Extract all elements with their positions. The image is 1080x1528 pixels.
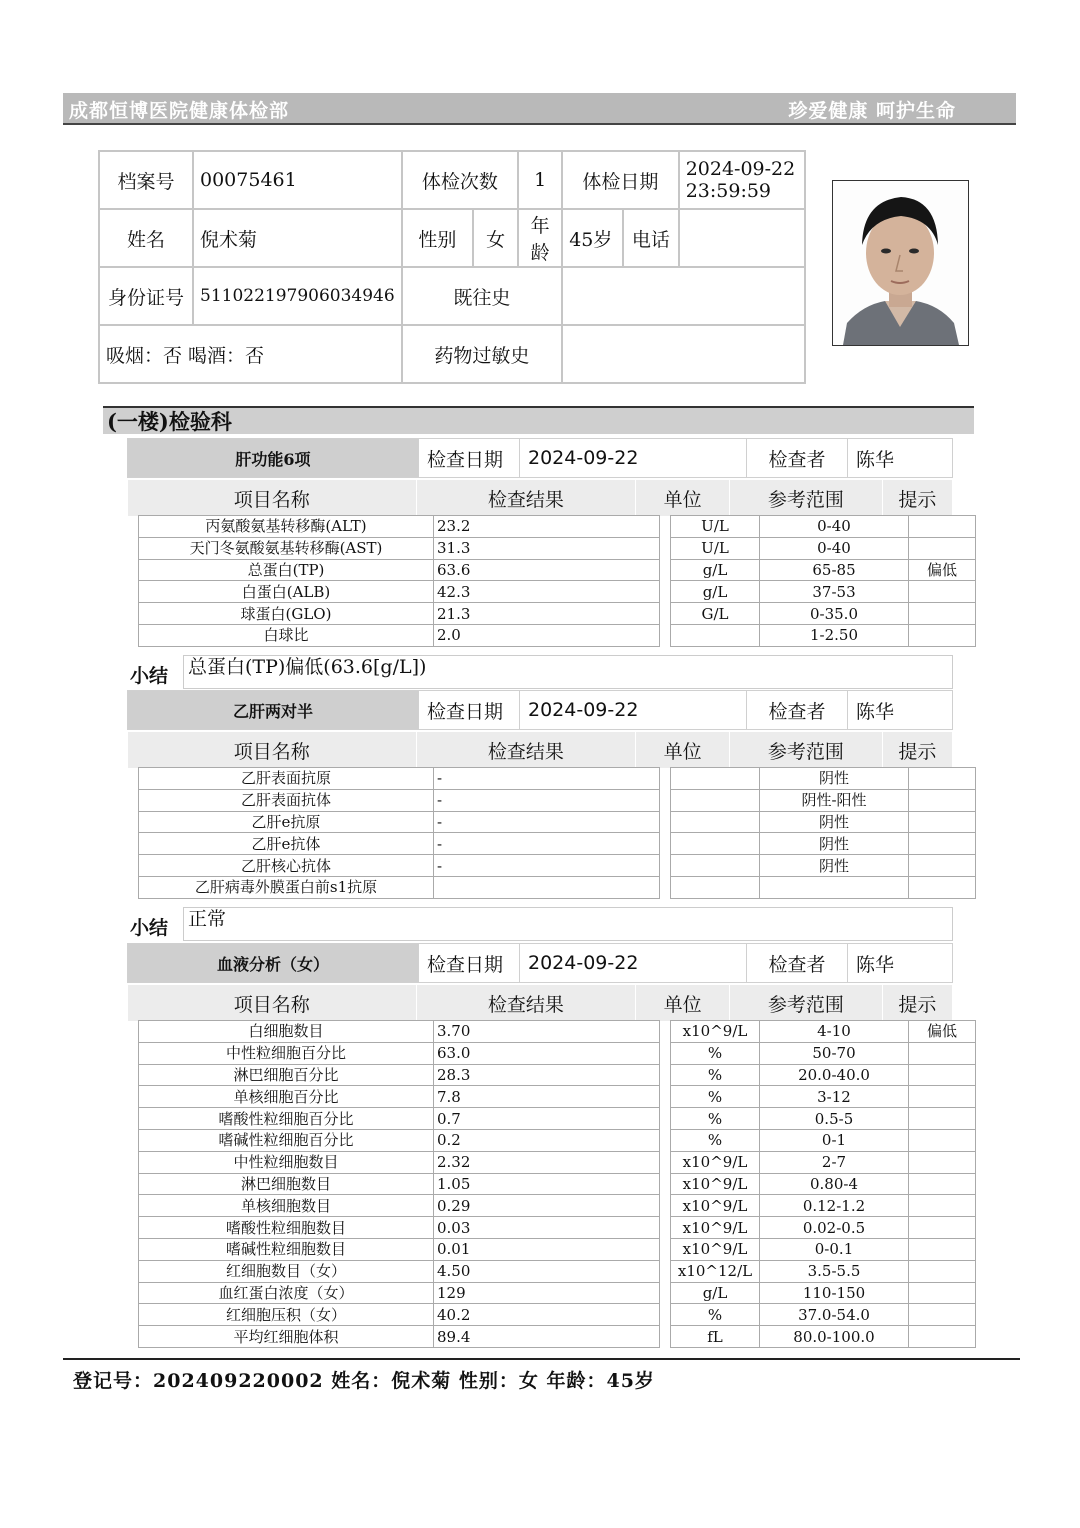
flag (909, 1086, 976, 1108)
result-value: 31.3 (434, 537, 660, 559)
flag (909, 581, 976, 603)
flag: 偏低 (909, 1021, 976, 1043)
result-value: - (434, 855, 660, 877)
examiner-value: 陈华 (848, 691, 953, 730)
table-row (139, 1021, 976, 1043)
reference-range: 阴性 (760, 833, 909, 855)
unit: G/L (671, 603, 760, 625)
flag (909, 516, 976, 538)
id-label: 身份证号 (99, 267, 193, 325)
table-row (139, 833, 976, 855)
flag (909, 876, 976, 898)
result-value: - (434, 789, 660, 811)
unit: U/L (671, 537, 760, 559)
reference-range: 0.80-4 (760, 1173, 909, 1195)
reference-range: 0-40 (760, 537, 909, 559)
reference-range: 3-12 (760, 1086, 909, 1108)
reference-range: 阴性 (760, 768, 909, 790)
item-name: 乙肝e抗原 (139, 811, 434, 833)
column-header (127, 984, 953, 1022)
item-name: 乙肝病毒外膜蛋白前s1抗原 (139, 876, 434, 898)
flag (909, 1282, 976, 1304)
result-value: 3.70 (434, 1021, 660, 1043)
result-value: - (434, 833, 660, 855)
patient-info-table (98, 150, 806, 384)
exam-date-value (679, 151, 805, 209)
table-row (139, 1282, 976, 1304)
column-gap (660, 1108, 671, 1130)
table-row (139, 516, 976, 538)
column-gap (660, 789, 671, 811)
column-gap (660, 624, 671, 646)
unit: % (671, 1042, 760, 1064)
reference-range: 阴性-阳性 (760, 789, 909, 811)
unit: x10^9/L (671, 1151, 760, 1173)
unit (671, 789, 760, 811)
panel-summary (127, 655, 953, 691)
column-gap (660, 1021, 671, 1043)
table-row (139, 789, 976, 811)
column-gap (660, 1304, 671, 1326)
reference-range: 阴性 (760, 811, 909, 833)
reference-range: 37.0-54.0 (760, 1304, 909, 1326)
column-gap (660, 1217, 671, 1239)
reference-range (760, 876, 909, 898)
unit (671, 876, 760, 898)
results-table (138, 515, 976, 647)
slogan: 珍爱健康 呵护生命 (788, 100, 956, 122)
table-row (139, 624, 976, 646)
name-value: 倪术菊 (193, 209, 402, 267)
file-no-label: 档案号 (99, 151, 193, 209)
item-name: 丙氨酸氨基转移酶(ALT) (139, 516, 434, 538)
flag (909, 1260, 976, 1282)
table-row (139, 1042, 976, 1064)
column-gap (660, 1086, 671, 1108)
column-gap (660, 1129, 671, 1151)
result-value: 21.3 (434, 603, 660, 625)
allergy-label: 药物过敏史 (402, 325, 563, 383)
column-gap (660, 1238, 671, 1260)
examiner-label: 检查者 (747, 691, 848, 730)
item-name: 白蛋白(ALB) (139, 581, 434, 603)
column-gap (660, 603, 671, 625)
panel-name: 肝功能6项 (128, 439, 419, 478)
item-name: 红细胞压积（女） (139, 1304, 434, 1326)
flag: 偏低 (909, 559, 976, 581)
item-name: 乙肝e抗体 (139, 833, 434, 855)
unit (671, 768, 760, 790)
item-name: 总蛋白(TP) (139, 559, 434, 581)
table-row (139, 1129, 976, 1151)
result-value: 40.2 (434, 1304, 660, 1326)
item-name: 淋巴细胞数目 (139, 1173, 434, 1195)
smoke-drink: 吸烟：否 喝酒：否 (99, 325, 402, 383)
flag (909, 537, 976, 559)
result-value: 63.6 (434, 559, 660, 581)
column-header-cell: 检查结果 (416, 732, 636, 769)
result-value: 0.03 (434, 1217, 660, 1239)
hospital-name: 成都恒博医院健康体检部 (69, 100, 290, 122)
table-row (139, 1151, 976, 1173)
reference-range: 0-0.1 (760, 1238, 909, 1260)
column-header-cell: 参考范围 (729, 480, 882, 517)
table-row (139, 1064, 976, 1086)
exam-date: 2024-09-22 (685, 158, 796, 180)
column-gap (660, 1282, 671, 1304)
reference-range: 0.12-1.2 (760, 1195, 909, 1217)
date-value: 2024-09-22 (520, 944, 747, 983)
flag (909, 1129, 976, 1151)
table-row (139, 1086, 976, 1108)
column-header-cell: 单位 (636, 480, 730, 517)
table-row (139, 1195, 976, 1217)
reference-range: 阴性 (760, 855, 909, 877)
unit (671, 811, 760, 833)
column-header-cell: 检查结果 (416, 480, 636, 517)
item-name: 中性粒细胞百分比 (139, 1042, 434, 1064)
column-gap (660, 1195, 671, 1217)
flag (909, 789, 976, 811)
flag (909, 1064, 976, 1086)
table-row (139, 559, 976, 581)
item-name: 嗜碱性粒细胞数目 (139, 1238, 434, 1260)
flag (909, 1238, 976, 1260)
column-gap (660, 1042, 671, 1064)
table-row (139, 811, 976, 833)
count-value: 1 (518, 151, 562, 209)
summary-text: 总蛋白(TP)偏低(63.6[g/L]) (183, 655, 953, 689)
history-value (562, 267, 805, 325)
item-name: 嗜酸性粒细胞数目 (139, 1217, 434, 1239)
result-value: 0.29 (434, 1195, 660, 1217)
flag (909, 603, 976, 625)
column-header-cell: 单位 (636, 732, 730, 769)
unit: x10^12/L (671, 1260, 760, 1282)
table-row (139, 1304, 976, 1326)
flag (909, 1195, 976, 1217)
column-gap (660, 1260, 671, 1282)
reference-range: 110-150 (760, 1282, 909, 1304)
column-header-cell: 项目名称 (128, 732, 417, 769)
item-name: 天门冬氨酸氨基转移酶(AST) (139, 537, 434, 559)
unit: fL (671, 1326, 760, 1348)
unit: x10^9/L (671, 1021, 760, 1043)
age-value: 45岁 (562, 209, 623, 267)
column-header-cell: 提示 (882, 480, 952, 517)
date-label: 检查日期 (419, 691, 520, 730)
footer-divider (63, 1358, 1020, 1360)
exam-date-label: 体检日期 (562, 151, 679, 209)
item-name: 球蛋白(GLO) (139, 603, 434, 625)
column-gap (660, 1064, 671, 1086)
table-row (139, 1108, 976, 1130)
unit: g/L (671, 581, 760, 603)
table-row (139, 603, 976, 625)
result-value: 129 (434, 1282, 660, 1304)
unit: g/L (671, 1282, 760, 1304)
column-header-cell: 提示 (882, 985, 952, 1022)
unit (671, 833, 760, 855)
result-value: 2.0 (434, 624, 660, 646)
table-row (139, 1217, 976, 1239)
column-header-cell: 提示 (882, 732, 952, 769)
flag (909, 1326, 976, 1348)
reference-range: 2-7 (760, 1151, 909, 1173)
flag (909, 811, 976, 833)
unit (671, 624, 760, 646)
unit: x10^9/L (671, 1238, 760, 1260)
result-value: - (434, 811, 660, 833)
sex-value: 女 (473, 209, 518, 267)
reference-range: 0.5-5 (760, 1108, 909, 1130)
item-name: 白细胞数目 (139, 1021, 434, 1043)
column-gap (660, 768, 671, 790)
flag (909, 1304, 976, 1326)
reference-range: 0-35.0 (760, 603, 909, 625)
column-gap (660, 537, 671, 559)
unit: x10^9/L (671, 1173, 760, 1195)
reference-range: 50-70 (760, 1042, 909, 1064)
panel-header (127, 438, 953, 478)
examiner-value: 陈华 (848, 944, 953, 983)
result-value: 42.3 (434, 581, 660, 603)
result-value: 23.2 (434, 516, 660, 538)
table-row (139, 1173, 976, 1195)
item-name: 中性粒细胞数目 (139, 1151, 434, 1173)
sex-label: 性别 (402, 209, 473, 267)
column-header-cell: 参考范围 (729, 732, 882, 769)
flag (909, 1173, 976, 1195)
header-bar (63, 93, 1016, 125)
patient-photo (832, 180, 969, 346)
column-header-cell: 单位 (636, 985, 730, 1022)
unit: U/L (671, 516, 760, 538)
reference-range: 37-53 (760, 581, 909, 603)
result-value: 2.32 (434, 1151, 660, 1173)
unit: % (671, 1064, 760, 1086)
item-name: 白球比 (139, 624, 434, 646)
item-name: 血红蛋白浓度（女） (139, 1282, 434, 1304)
panel-header (127, 690, 953, 730)
person-portrait-icon (833, 181, 968, 345)
result-value: 63.0 (434, 1042, 660, 1064)
unit: g/L (671, 559, 760, 581)
item-name: 单核细胞数目 (139, 1195, 434, 1217)
date-label: 检查日期 (419, 439, 520, 478)
table-row (139, 855, 976, 877)
column-gap (660, 1326, 671, 1348)
column-gap (660, 1173, 671, 1195)
summary-label: 小结 (130, 917, 169, 939)
result-value: 7.8 (434, 1086, 660, 1108)
examiner-label: 检查者 (747, 944, 848, 983)
count-label: 体检次数 (402, 151, 519, 209)
flag (909, 855, 976, 877)
reference-range: 1-2.50 (760, 624, 909, 646)
item-name: 嗜酸性粒细胞百分比 (139, 1108, 434, 1130)
column-gap (660, 833, 671, 855)
date-value: 2024-09-22 (520, 439, 747, 478)
table-row (139, 1260, 976, 1282)
exam-time: 23:59:59 (685, 180, 772, 202)
item-name: 乙肝表面抗原 (139, 768, 434, 790)
flag (909, 833, 976, 855)
result-value: 89.4 (434, 1326, 660, 1348)
column-header-cell: 项目名称 (128, 985, 417, 1022)
column-gap (660, 811, 671, 833)
history-label: 既往史 (402, 267, 563, 325)
column-header (127, 731, 953, 769)
examiner-label: 检查者 (747, 439, 848, 478)
item-name: 嗜碱性粒细胞百分比 (139, 1129, 434, 1151)
column-gap (660, 1151, 671, 1173)
allergy-value (562, 325, 805, 383)
examiner-value: 陈华 (848, 439, 953, 478)
results-table (138, 1020, 976, 1348)
column-gap (660, 855, 671, 877)
result-value: 0.01 (434, 1238, 660, 1260)
table-row (139, 876, 976, 898)
column-header (127, 479, 953, 517)
reference-range: 0.02-0.5 (760, 1217, 909, 1239)
column-header-cell: 检查结果 (416, 985, 636, 1022)
item-name: 单核细胞百分比 (139, 1086, 434, 1108)
column-header-cell: 参考范围 (729, 985, 882, 1022)
phone-label: 电话 (623, 209, 679, 267)
column-gap (660, 876, 671, 898)
result-value: 0.2 (434, 1129, 660, 1151)
unit: % (671, 1108, 760, 1130)
table-row (139, 768, 976, 790)
table-row (139, 581, 976, 603)
flag (909, 1042, 976, 1064)
unit: % (671, 1086, 760, 1108)
flag (909, 1108, 976, 1130)
flag (909, 768, 976, 790)
item-name: 红细胞数目（女） (139, 1260, 434, 1282)
panel-summary (127, 907, 953, 943)
flag (909, 1151, 976, 1173)
age-label: 年龄 (518, 209, 562, 267)
column-gap (660, 559, 671, 581)
summary-text: 正常 (183, 907, 953, 941)
file-no-value: 00075461 (193, 151, 402, 209)
table-row (139, 1326, 976, 1348)
name-label: 姓名 (99, 209, 193, 267)
unit: % (671, 1129, 760, 1151)
phone-value (679, 209, 805, 267)
date-label: 检查日期 (419, 944, 520, 983)
footer-registration: 登记号：202409220002 姓名：倪术菊 性别：女 年龄：45岁 (73, 1370, 655, 1392)
result-value: 4.50 (434, 1260, 660, 1282)
unit (671, 855, 760, 877)
result-value (434, 876, 660, 898)
reference-range: 80.0-100.0 (760, 1326, 909, 1348)
column-header-cell: 项目名称 (128, 480, 417, 517)
panel-name: 血液分析（女） (128, 944, 419, 983)
date-value: 2024-09-22 (520, 691, 747, 730)
reference-range: 0-1 (760, 1129, 909, 1151)
section-title: (一楼)检验科 (103, 406, 974, 434)
reference-range: 65-85 (760, 559, 909, 581)
unit: % (671, 1304, 760, 1326)
result-value: 0.7 (434, 1108, 660, 1130)
unit: x10^9/L (671, 1195, 760, 1217)
table-row (139, 1238, 976, 1260)
column-gap (660, 516, 671, 538)
flag (909, 624, 976, 646)
id-value: 511022197906034946 (193, 267, 402, 325)
item-name: 乙肝表面抗体 (139, 789, 434, 811)
result-value: 28.3 (434, 1064, 660, 1086)
results-table (138, 767, 976, 899)
item-name: 淋巴细胞百分比 (139, 1064, 434, 1086)
unit: x10^9/L (671, 1217, 760, 1239)
summary-label: 小结 (130, 665, 169, 687)
panel-name: 乙肝两对半 (128, 691, 419, 730)
reference-range: 0-40 (760, 516, 909, 538)
reference-range: 4-10 (760, 1021, 909, 1043)
result-value: 1.05 (434, 1173, 660, 1195)
result-value: - (434, 768, 660, 790)
column-gap (660, 581, 671, 603)
panel-header (127, 943, 953, 983)
flag (909, 1217, 976, 1239)
table-row (139, 537, 976, 559)
reference-range: 3.5-5.5 (760, 1260, 909, 1282)
reference-range: 20.0-40.0 (760, 1064, 909, 1086)
item-name: 平均红细胞体积 (139, 1326, 434, 1348)
item-name: 乙肝核心抗体 (139, 855, 434, 877)
